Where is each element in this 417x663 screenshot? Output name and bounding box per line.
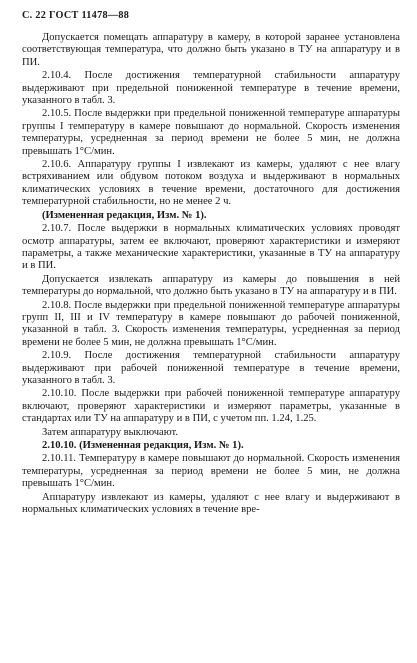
paragraph-2-10-7: 2.10.7. После выдержки в нормальных климатических условиях проводят осмотр аппаратуры, затем ее включают, проверяют характеристики и измеряют параметры, а также механические характеристики, указанные в ТУ на аппаратуру и в ПИ.: [22, 223, 400, 272]
paragraph-2-10-4: 2.10.4. После достижения температурной стабильности аппаратуру выдерживают при предельной пониженной температуре в течение времени, указанного в табл. 3.: [22, 70, 400, 107]
paragraph-2-10-8: 2.10.8. После выдержки при предельной пониженной температуре аппаратуры групп II, III и IV температуру в камере повышают до рабочей пониженной, указанной в табл. 3. Скорость изменения температуры, усредненная за период времени не более 5 мин, не должна превышать 1°С/мин.: [22, 299, 400, 348]
paragraph-final: Аппаратуру извлекают из камеры, удаляют с нее влагу и выдерживают в нормальных климатических условиях в течение вре-: [22, 491, 400, 516]
paragraph-extraction-note: Допускается извлекать аппаратуру из камеры до повышения в ней температуры до нормальной, что должно быть указано в ТУ на аппаратуру и в ПИ.: [22, 273, 400, 298]
paragraph-2-10-11: 2.10.11. Температуру в камере повышают до нормальной. Скорость изменения температуры, усредненная за период времени не более 5 мин, не должна превышать 1°С/мин.: [22, 453, 400, 490]
paragraph-switch-off: Затем аппаратуру выключают.: [42, 426, 178, 438]
paragraph-2-10-9: 2.10.9. После достижения температурной стабильности аппаратуру выдерживают при рабочей пониженной температуре в течение времени, указанного в табл. 3.: [22, 350, 400, 386]
document-page: [22, 10, 400, 517]
amendment-note-2: 2.10.10. (Измененная редакция, Изм. № 1).: [42, 440, 244, 451]
amendment-note-1: (Измененная редакция, Изм. № 1).: [42, 209, 207, 221]
paragraph-2-10-6: 2.10.6. Аппаратуру группы I извлекают из камеры, удаляют с нее влагу встряхиванием или обдувом потоком воздуха и выдерживают в нормальных климатических условиях в течение времени, достаточного для достижения температурной стабильности, но не менее 2 ч.: [22, 159, 400, 208]
paragraph-intro: Допускается помещать аппаратуру в камеру, в которой заранее установлена соответствующая температура, что должно быть указано в ТУ на аппаратуру и в ПИ.: [22, 32, 400, 68]
page-header: С. 22 ГОСТ 11478—88: [22, 10, 130, 21]
paragraph-2-10-5: 2.10.5. После выдержки при предельной пониженной температуре аппаратуры группы I температуру в камере повышают до нормальной. Скорость изменения температуры, усредненная за период времени не более 5 мин, не должна превышать 1°С/мин.: [22, 108, 400, 157]
paragraph-2-10-10: 2.10.10. После выдержки при рабочей пониженной температуре аппаратуру включают, проверяют характеристики и измеряют параметры, указанные в стандартах или ТУ на аппаратуру и в ПИ, с учетом пп. 1.24, 1.25.: [22, 388, 400, 425]
